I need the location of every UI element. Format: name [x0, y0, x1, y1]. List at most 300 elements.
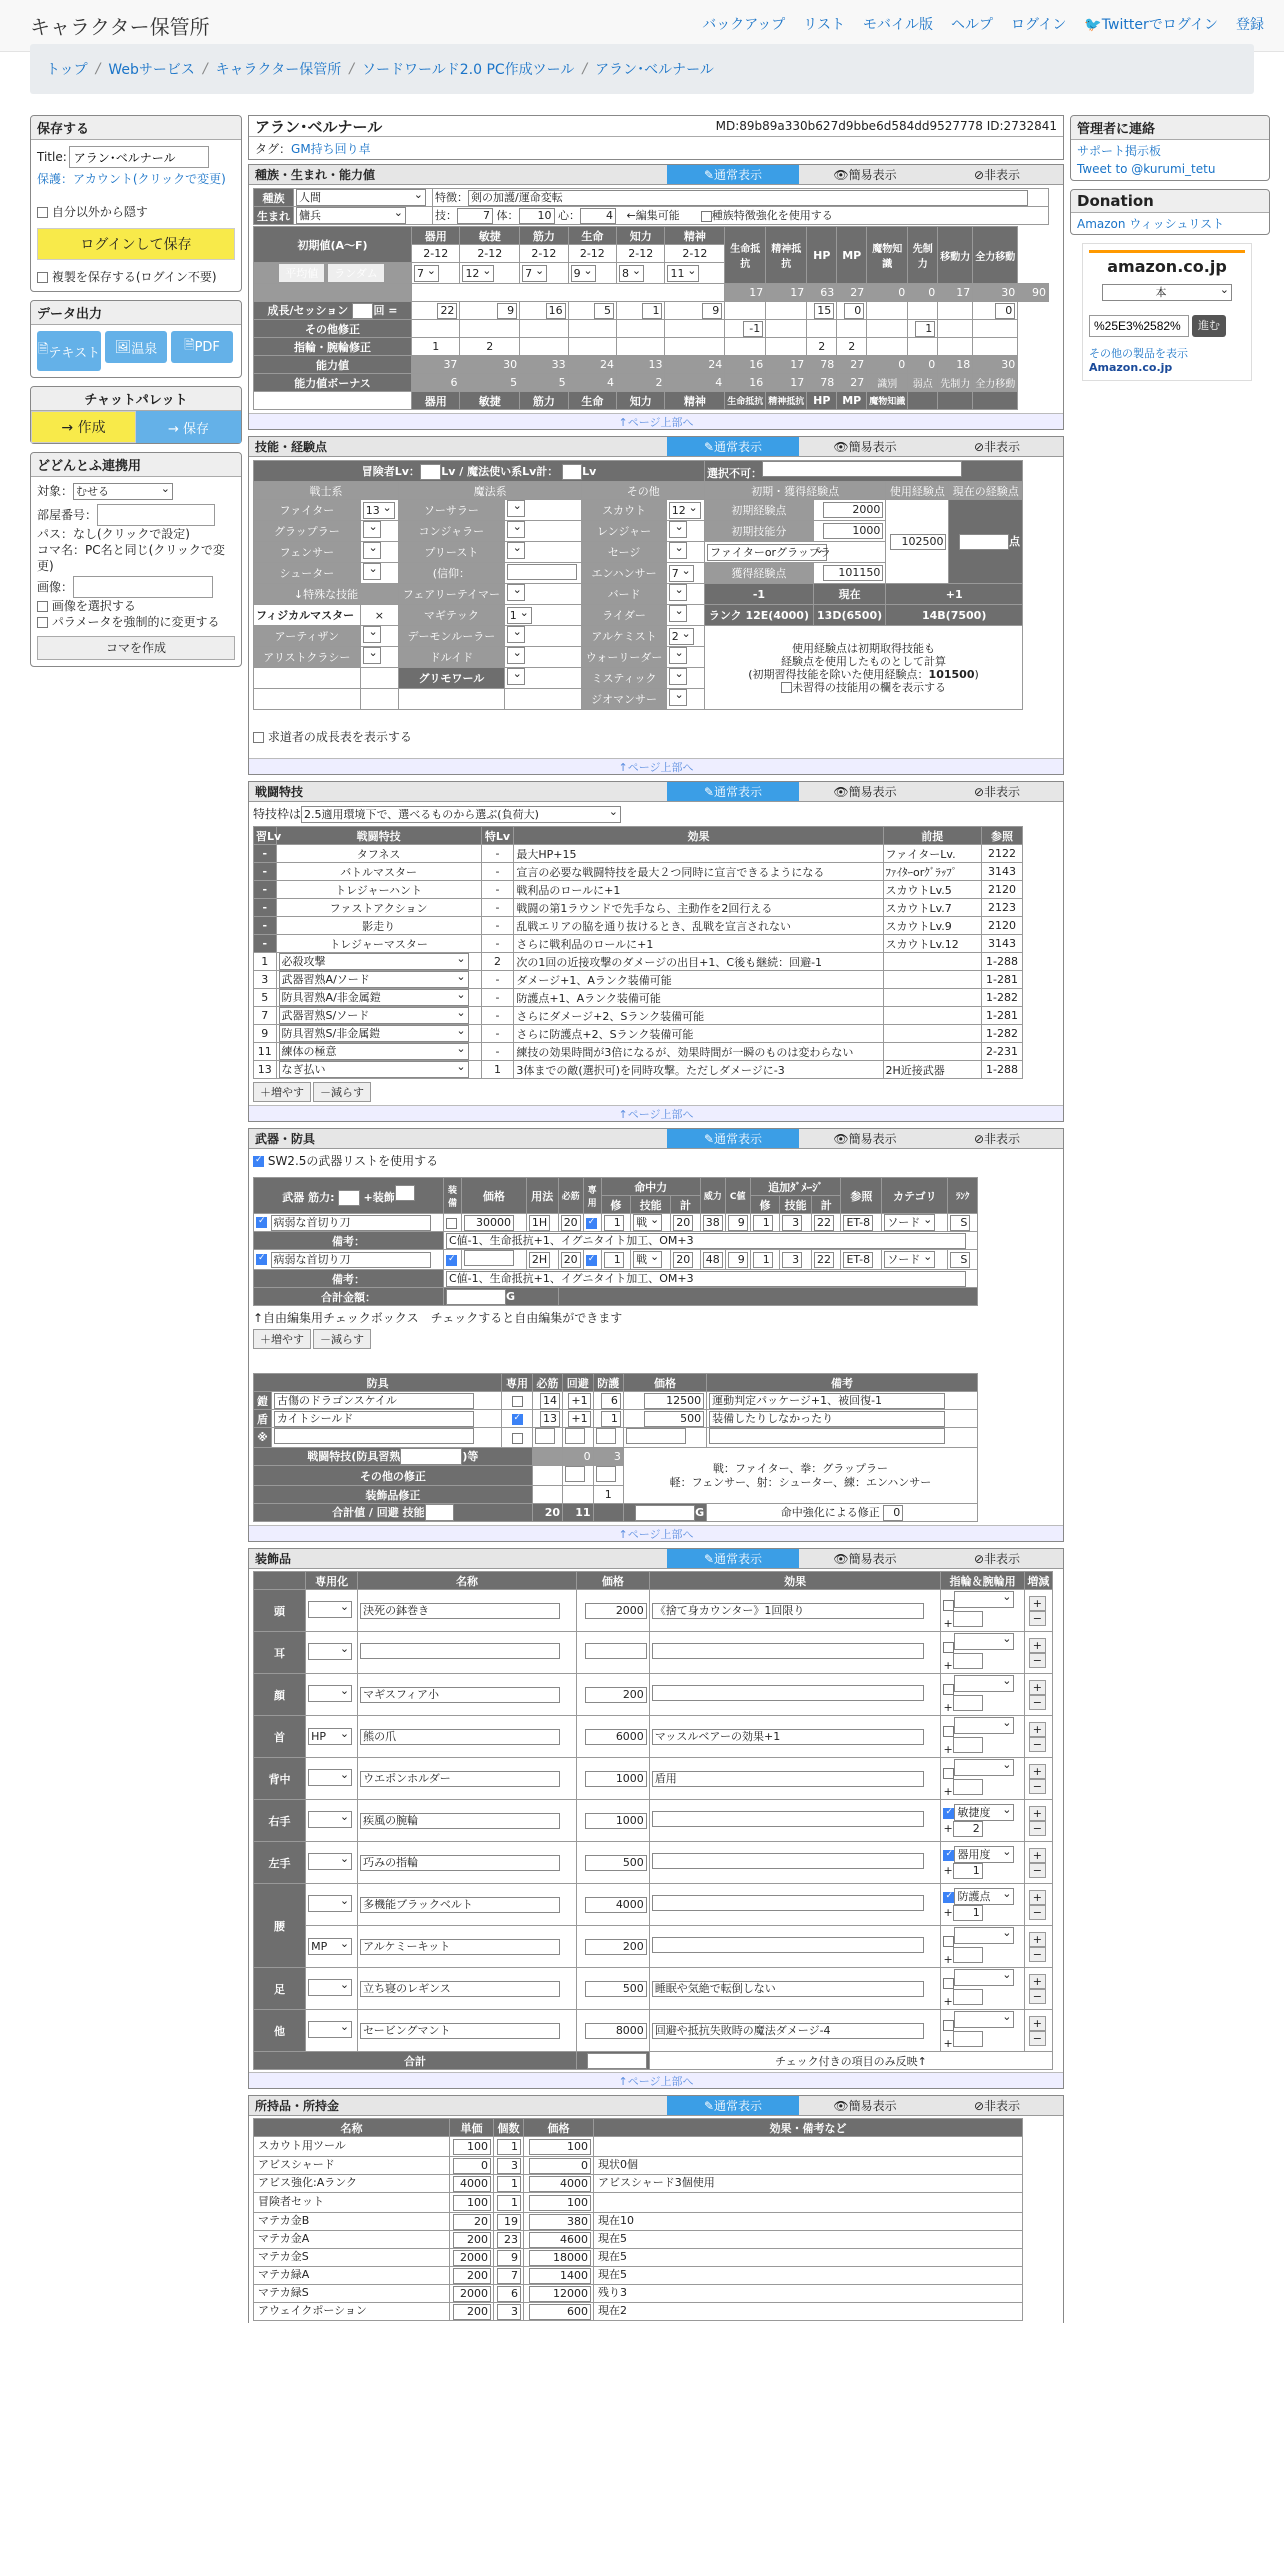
acc-minus-button[interactable]: − — [1029, 1695, 1046, 1710]
w2-use[interactable]: 2H — [529, 1252, 550, 1268]
item-name[interactable]: マテカ緑S — [256, 2286, 446, 2302]
nav-backup[interactable]: バックアップ — [702, 17, 786, 33]
item-name[interactable]: アビスシャード — [256, 2158, 446, 2174]
item-unit[interactable]: 2000 — [453, 2250, 491, 2266]
w1-hit1[interactable]: 1 — [604, 1215, 624, 1231]
arm1-note[interactable]: 装備したりしなかったり — [709, 1411, 945, 1427]
acc-plus-button[interactable]: + — [1029, 1638, 1046, 1653]
nochoice-input[interactable] — [762, 461, 962, 477]
pagetop-2[interactable]: ↑ページ上部へ — [249, 758, 1063, 774]
acc-ring-select[interactable]: 敏捷度 ⌄ — [954, 1804, 1014, 1821]
tab-normal-3[interactable]: ✎通常表示 — [667, 782, 799, 801]
acc-minus-button[interactable]: − — [1029, 1821, 1046, 1836]
pagetop-4[interactable]: ↑ページ上部へ — [249, 1525, 1063, 1541]
item-count[interactable]: 23 — [497, 2232, 521, 2248]
acc-ring-checkbox[interactable] — [943, 1936, 954, 1947]
nav-login[interactable]: ログイン — [1011, 17, 1067, 33]
acc-name[interactable]: セービングマント — [360, 2023, 560, 2039]
kokoro-input[interactable]: 4 — [580, 208, 616, 224]
arm2-eva[interactable] — [565, 1428, 585, 1444]
growth-count[interactable]: 62 — [352, 303, 373, 319]
acc-special[interactable] — [308, 1601, 352, 1618]
feat-name[interactable]: 防具習熟A/非金属鎧 ⌄ — [279, 989, 469, 1006]
acc-minus-button[interactable]: − — [1029, 1611, 1046, 1626]
acc-ring-select[interactable] — [954, 1759, 1014, 1776]
acc-ring-value[interactable] — [953, 1653, 983, 1669]
acc-ring-value[interactable]: 1 — [953, 1863, 983, 1879]
img-checkbox[interactable] — [37, 601, 48, 612]
crumb-top[interactable]: トップ — [46, 62, 88, 78]
use25-checkbox[interactable] — [253, 1156, 264, 1167]
w2-rank[interactable]: S — [950, 1252, 970, 1268]
make-koma-button[interactable]: コマを作成 — [37, 636, 235, 660]
init-int[interactable]: 8 ⌄ — [619, 265, 644, 282]
chat-make-button[interactable]: → 作成 — [31, 411, 136, 443]
item-count[interactable]: 1 — [497, 2176, 521, 2192]
acc-special[interactable] — [308, 1643, 352, 1660]
acc-price[interactable]: 500 — [585, 1981, 647, 1997]
armor-other-eva[interactable] — [565, 1466, 585, 1482]
arm2-special[interactable] — [512, 1433, 523, 1444]
wishlist-link[interactable]: Amazon ウィッシュリスト — [1077, 217, 1225, 231]
bard-lv[interactable] — [669, 584, 687, 601]
item-unit[interactable]: 200 — [453, 2232, 491, 2248]
growth-dex[interactable]: 22 — [437, 303, 457, 319]
acc-reflect[interactable]: チェック付きの項目のみ反映↑ — [649, 2052, 1052, 2070]
acc-effect[interactable]: 睡眠や気絶で転倒しない — [652, 1981, 924, 1997]
w2-c[interactable]: 9 — [728, 1252, 748, 1268]
feat-name-cell[interactable] — [276, 1061, 481, 1079]
warleader-lv[interactable] — [669, 647, 687, 664]
arm2-def[interactable] — [596, 1428, 616, 1444]
magitech-lv[interactable]: 1 ⌄ — [507, 607, 532, 624]
acc-special[interactable]: MP ⌄ — [308, 1938, 352, 1955]
crumb-web[interactable]: Webサービス — [108, 62, 195, 78]
item-unit[interactable]: 20 — [453, 2214, 491, 2230]
init-spi[interactable]: 11 ⌄ — [667, 265, 699, 282]
arm2-note[interactable] — [709, 1428, 945, 1444]
title-input[interactable] — [69, 146, 209, 168]
tab-hide[interactable]: ⊘非表示 — [973, 168, 1021, 182]
nav-list[interactable]: リスト — [803, 17, 846, 33]
w2-special[interactable] — [586, 1255, 597, 1266]
item-count[interactable]: 3 — [497, 2158, 521, 2174]
acc-name[interactable]: 熊の爪 — [360, 1729, 560, 1745]
exp1[interactable]: 2000 — [823, 502, 883, 518]
acc-effect[interactable] — [652, 1643, 924, 1659]
acc-name[interactable]: 巧みの指輪 — [360, 1855, 560, 1871]
acc-plus-button[interactable]: + — [1029, 1848, 1046, 1863]
feat-name[interactable]: 武器習熟A/ソード ⌄ — [279, 971, 469, 988]
crumb-storage[interactable]: キャラクター保管所 — [215, 62, 342, 78]
w2-ref[interactable]: ET-8 — [843, 1252, 873, 1268]
target-select[interactable]: むせる ⌄ — [73, 483, 173, 500]
acc-plus-button[interactable]: + — [1029, 1932, 1046, 1947]
w1-c[interactable]: 9 — [728, 1215, 748, 1231]
feat-name-cell[interactable] — [276, 1043, 481, 1061]
fairy-lv[interactable] — [507, 584, 525, 601]
acc-price[interactable]: 200 — [585, 1687, 647, 1703]
w2-skill[interactable]: 戦 ⌄ — [633, 1251, 662, 1268]
tab-hide-5[interactable]: ⊘非表示 — [973, 1552, 1021, 1566]
w2-price[interactable] — [464, 1250, 514, 1266]
arm1-str[interactable]: 13 — [540, 1411, 560, 1427]
w1-special[interactable] — [586, 1218, 597, 1229]
race-select[interactable]: 人間 ⌄ — [296, 189, 426, 206]
item-count[interactable]: 1 — [497, 2195, 521, 2211]
acc-ring-checkbox[interactable] — [943, 1892, 954, 1903]
tab-normal-2[interactable]: ✎通常表示 — [667, 437, 799, 456]
w2-d1[interactable]: 1 — [753, 1252, 773, 1268]
arm0-price[interactable]: 12500 — [644, 1393, 704, 1409]
acc-ring-checkbox[interactable] — [943, 2020, 954, 2031]
skill-scout-lv[interactable]: 12 ⌄ — [669, 502, 701, 519]
protect-link[interactable]: 保護：アカウント(クリックで変更) — [37, 172, 226, 186]
w-deco-input[interactable] — [395, 1185, 415, 1201]
item-name[interactable]: スカウト用ツール — [256, 2139, 446, 2155]
w1-str[interactable]: 20 — [561, 1215, 581, 1231]
acc-ring-select[interactable] — [954, 1675, 1014, 1692]
force-checkbox[interactable] — [37, 617, 48, 628]
acc-name[interactable]: 決死の鉢巻き — [360, 1603, 560, 1619]
w1-d1[interactable]: 1 — [753, 1215, 773, 1231]
w1-use[interactable]: 1H — [529, 1215, 550, 1231]
alch-lv[interactable]: 2 ⌄ — [669, 628, 694, 645]
tab-simple-4[interactable]: 👁簡易表示 — [833, 1132, 897, 1146]
acc-ring-value[interactable] — [953, 1947, 983, 1963]
feat-name-cell[interactable] — [276, 971, 481, 989]
login-save-button[interactable]: ログインして保存 — [37, 228, 235, 260]
arm0-eva[interactable]: +1 — [568, 1393, 590, 1409]
w1-cat[interactable]: ソード ⌄ — [884, 1214, 935, 1231]
item-count[interactable]: 3 — [497, 2304, 521, 2320]
tab-normal-5[interactable]: ✎通常表示 — [667, 1549, 799, 1568]
w2-power[interactable]: 48 — [703, 1252, 723, 1268]
acc-ring-select[interactable] — [954, 1927, 1014, 1944]
arm2-price[interactable] — [626, 1428, 686, 1444]
amazon-logo[interactable]: amazon.co.jp — [1089, 250, 1245, 280]
w1-equip[interactable] — [446, 1218, 457, 1229]
text-output-button[interactable] — [37, 331, 101, 371]
acc-minus-button[interactable]: − — [1029, 1863, 1046, 1878]
faith-input[interactable] — [507, 564, 577, 580]
acc-name[interactable]: 立ち寝のレギンス — [360, 1981, 560, 1997]
rand-button[interactable]: ランダム — [327, 263, 385, 283]
item-note[interactable]: 現状0個 — [596, 2158, 996, 2174]
item-unit[interactable]: 200 — [453, 2268, 491, 2284]
tab-simple-6[interactable]: 👁簡易表示 — [833, 2099, 897, 2113]
acc-price[interactable]: 500 — [585, 1855, 647, 1871]
w1-skill[interactable]: 戦 ⌄ — [633, 1214, 662, 1231]
item-note[interactable]: 現在5 — [596, 2250, 996, 2266]
item-name[interactable]: マテカ緑A — [256, 2268, 446, 2284]
arm1-special[interactable] — [512, 1414, 523, 1425]
nav-register[interactable]: 登録 — [1236, 17, 1264, 33]
tab-simple-2[interactable]: 👁簡易表示 — [833, 440, 897, 454]
growth-mp[interactable]: 0 — [844, 303, 864, 319]
tab-normal-6[interactable]: ✎通常表示 — [667, 2096, 799, 2115]
tab-normal[interactable]: ✎通常表示 — [667, 165, 799, 184]
acc-special[interactable] — [308, 1853, 352, 1870]
dup-checkbox[interactable] — [37, 272, 48, 283]
pagetop-3[interactable]: ↑ページ上部へ — [249, 1105, 1063, 1121]
tab-simple[interactable]: 👁簡易表示 — [833, 168, 897, 182]
w1-note[interactable]: C値-1、生命抵抗+1、イグニタイト加工、OM+3 — [446, 1233, 966, 1249]
w1-power[interactable]: 38 — [703, 1215, 723, 1231]
growth-spi[interactable]: 9 — [702, 303, 722, 319]
feat-sub-button[interactable]: －減らす — [313, 1082, 371, 1102]
item-name[interactable]: アウェイクポーション — [256, 2304, 446, 2320]
item-note[interactable]: 現在2 — [596, 2304, 996, 2320]
item-unit[interactable]: 200 — [453, 2304, 491, 2320]
unlearn-checkbox[interactable] — [781, 682, 792, 693]
skill-sorcerer-lv[interactable] — [507, 500, 525, 517]
skill-enhancer-lv[interactable]: 7 ⌄ — [669, 565, 694, 582]
tab-normal-4[interactable]: ✎通常表示 — [667, 1129, 799, 1148]
koma-link[interactable]: コマ名：PC名と同じ(クリックで変更) — [37, 543, 225, 573]
acc-ring-select[interactable]: 防護点 ⌄ — [954, 1888, 1014, 1905]
init-vit[interactable]: 9 ⌄ — [571, 265, 596, 282]
tab-simple-5[interactable]: 👁簡易表示 — [833, 1552, 897, 1566]
other-init[interactable]: 1 — [915, 321, 935, 337]
acc-special[interactable] — [308, 1811, 352, 1828]
growth-vit[interactable]: 5 — [594, 303, 614, 319]
item-name[interactable]: マテカ金S — [256, 2250, 446, 2266]
hide-checkbox[interactable] — [37, 207, 48, 218]
other-vres[interactable]: -1 — [743, 321, 763, 337]
skill-conjurer-lv[interactable] — [507, 521, 525, 538]
nav-help[interactable]: ヘルプ — [951, 17, 994, 33]
acc-ring-select[interactable] — [954, 1591, 1014, 1608]
acc-ring-checkbox[interactable] — [943, 1850, 954, 1861]
acc-ring-value[interactable] — [953, 1611, 983, 1627]
item-name[interactable]: 冒険者セット — [256, 2195, 446, 2211]
acc-ring-select[interactable] — [954, 1969, 1014, 1986]
seeker-checkbox[interactable] — [253, 732, 264, 743]
nav-mobile[interactable]: モバイル版 — [863, 17, 934, 33]
pagetop-1[interactable]: ↑ページ上部へ — [249, 413, 1063, 429]
acc-effect[interactable]: マッスルベアーの効果+1 — [652, 1729, 924, 1745]
geo-lv[interactable] — [669, 689, 687, 706]
item-note[interactable]: 現在10 — [596, 2214, 996, 2230]
brand-logo[interactable]: キャラクター保管所 — [30, 15, 210, 39]
acc-effect[interactable]: 回避や抵抗失敗時の魔法ダメージ-4 — [652, 2023, 924, 2039]
w1-price[interactable]: 30000 — [464, 1215, 514, 1231]
acc-name[interactable]: アルケミーキット — [360, 1939, 560, 1955]
other-products[interactable]: その他の製品を表示 — [1089, 347, 1188, 360]
acc-price[interactable]: 4000 — [585, 1897, 647, 1913]
acc-price[interactable]: 1000 — [585, 1813, 647, 1829]
acc-effect[interactable]: 《捨て身カウンター》1回限り — [652, 1603, 924, 1619]
item-count[interactable]: 7 — [497, 2268, 521, 2284]
acc-name[interactable]: 多機能ブラックベルト — [360, 1897, 560, 1913]
exp3[interactable]: 101150 — [823, 565, 883, 581]
phys-x[interactable]: × — [360, 605, 398, 626]
acc-ring-checkbox[interactable] — [943, 1642, 954, 1653]
item-count[interactable]: 1 — [497, 2139, 521, 2155]
skill-grappler-lv[interactable] — [363, 521, 381, 538]
acc-plus-button[interactable]: + — [1029, 1722, 1046, 1737]
skill-sage-lv[interactable] — [669, 542, 687, 559]
acc-price[interactable] — [585, 1643, 647, 1659]
feat-name[interactable]: なぎ払い ⌄ — [279, 1061, 469, 1078]
fo-select[interactable]: ファイターorグラップラ ⌄ — [707, 544, 827, 561]
w1-rank[interactable]: S — [950, 1215, 970, 1231]
skill-priest-lv[interactable] — [507, 542, 525, 559]
item-count[interactable]: 9 — [497, 2250, 521, 2266]
tag-link[interactable]: GM持ち回り卓 — [291, 141, 371, 156]
crumb-tool[interactable]: ソードワールド2.0 PC作成ツール — [362, 62, 575, 78]
acc-plus-button[interactable]: + — [1029, 1680, 1046, 1695]
feat-add-button[interactable]: ＋増やす — [253, 1082, 311, 1102]
item-unit[interactable]: 2000 — [453, 2286, 491, 2302]
growth-hp[interactable]: 15 — [814, 303, 834, 319]
exp2[interactable]: 1000 — [823, 523, 883, 539]
acc-minus-button[interactable]: − — [1029, 1653, 1046, 1668]
gi-input[interactable]: 7 — [457, 208, 493, 224]
acc-minus-button[interactable]: − — [1029, 2031, 1046, 2046]
acc-effect[interactable] — [652, 1895, 924, 1911]
acc-plus-button[interactable]: + — [1029, 2016, 1046, 2031]
acc-minus-button[interactable]: − — [1029, 1737, 1046, 1752]
rider-lv[interactable] — [669, 605, 687, 622]
tai-input[interactable]: 10 — [519, 208, 555, 224]
artisan-lv[interactable] — [363, 626, 381, 643]
tab-simple-3[interactable]: 👁簡易表示 — [833, 785, 897, 799]
skill-fighter-lv[interactable]: 13 ⌄ — [363, 502, 395, 519]
item-count[interactable]: 6 — [497, 2286, 521, 2302]
demon-lv[interactable] — [507, 626, 525, 643]
acc-name[interactable]: ウエポンホルダー — [360, 1771, 560, 1787]
acc-minus-button[interactable]: − — [1029, 1779, 1046, 1794]
growth-int[interactable]: 1 — [642, 303, 662, 319]
acc-plus-button[interactable]: + — [1029, 1596, 1046, 1611]
item-note[interactable] — [596, 2137, 996, 2153]
pdf-button[interactable] — [171, 331, 233, 363]
acc-effect[interactable] — [652, 1937, 924, 1953]
img-input[interactable] — [73, 576, 213, 598]
armor-other-def[interactable] — [596, 1466, 616, 1482]
growth-full[interactable]: 0 — [995, 303, 1015, 319]
acc-price[interactable]: 8000 — [585, 2023, 647, 2039]
arm1-def[interactable]: 1 — [601, 1411, 621, 1427]
acc-effect[interactable]: 盾用 — [652, 1771, 924, 1787]
pass-link[interactable]: パス：なし(クリックで設定) — [37, 527, 190, 541]
arm1-price[interactable]: 500 — [644, 1411, 704, 1427]
acc-effect[interactable] — [652, 1811, 924, 1827]
item-note[interactable]: 現在5 — [596, 2232, 996, 2248]
nav-twitter-login[interactable]: 🐦Twitterでログイン — [1084, 17, 1218, 33]
acc-ring-checkbox[interactable] — [943, 1600, 954, 1611]
weapon-sub-button[interactable]: －減らす — [313, 1329, 371, 1349]
acc-special[interactable]: HP ⌄ — [308, 1728, 352, 1745]
item-note[interactable]: アビスシャード3個使用 — [596, 2176, 996, 2192]
acc-special[interactable] — [308, 1685, 352, 1702]
acc-ring-checkbox[interactable] — [943, 1978, 954, 1989]
skill-fencer-lv[interactable] — [363, 542, 381, 559]
item-name[interactable]: マテカ金A — [256, 2232, 446, 2248]
item-note[interactable] — [596, 2193, 996, 2209]
onsen-button[interactable] — [105, 331, 167, 363]
acc-price[interactable]: 6000 — [585, 1729, 647, 1745]
item-unit[interactable]: 0 — [453, 2158, 491, 2174]
acc-ring-checkbox[interactable] — [943, 1768, 954, 1779]
acc-ring-checkbox[interactable] — [943, 1726, 954, 1737]
feat-armor-select[interactable]: 非金属鎧 ⌄ — [400, 1448, 462, 1465]
feat-name[interactable]: 練体の極意 ⌄ — [279, 1043, 469, 1060]
acc-effect[interactable] — [652, 1685, 924, 1701]
acc-ring-value[interactable]: 2 — [953, 1821, 983, 1837]
chat-save-button[interactable]: → 保存 — [136, 411, 241, 443]
acc-ring-checkbox[interactable] — [943, 1684, 954, 1695]
amazon-go-button[interactable]: 進む — [1192, 315, 1226, 337]
acc-special[interactable] — [308, 1979, 352, 1996]
feat-name-cell[interactable] — [276, 989, 481, 1007]
init-dex[interactable]: 7 ⌄ — [414, 265, 439, 282]
arm2-str[interactable] — [535, 1428, 555, 1444]
w1-checkbox[interactable] — [256, 1217, 267, 1228]
acc-ring-select[interactable] — [954, 1633, 1014, 1650]
acc-ring-value[interactable] — [953, 1737, 983, 1753]
feat-name-cell[interactable] — [276, 953, 481, 971]
acc-effect[interactable] — [652, 1853, 924, 1869]
board-link[interactable]: サポート掲示板 — [1077, 144, 1162, 158]
acc-minus-button[interactable]: − — [1029, 1947, 1046, 1962]
skill-ranger-lv[interactable] — [669, 521, 687, 538]
acc-price[interactable]: 2000 — [585, 1603, 647, 1619]
feat-name-cell[interactable] — [276, 1007, 481, 1025]
item-unit[interactable]: 4000 — [453, 2176, 491, 2192]
aris-lv[interactable] — [363, 647, 381, 664]
feat-name[interactable]: 必殺攻撃 ⌄ — [279, 953, 469, 970]
weapon-add-button[interactable]: ＋増やす — [253, 1329, 311, 1349]
tweet-link[interactable]: Tweet to @kurumi_tetu — [1077, 162, 1216, 176]
acc-name[interactable]: 疾風の腕輪 — [360, 1813, 560, 1829]
acc-price[interactable]: 1000 — [585, 1771, 647, 1787]
skill-shooter-lv[interactable] — [363, 563, 381, 580]
acc-ring-value[interactable] — [953, 1989, 983, 2005]
feat-cond-select[interactable]: 2.5適用環境下で、選べるものから選ぶ(負荷大) ⌄ — [301, 806, 621, 823]
item-count[interactable]: 19 — [497, 2214, 521, 2230]
arm0-special[interactable] — [512, 1396, 523, 1407]
acc-ring-value[interactable] — [953, 2031, 983, 2047]
mystic-lv[interactable] — [669, 668, 687, 685]
w2-cat[interactable]: ソード ⌄ — [884, 1251, 935, 1268]
arm0-def[interactable]: 6 — [601, 1393, 621, 1409]
item-note[interactable]: 現在5 — [596, 2268, 996, 2284]
feat-name[interactable]: 武器習熟S/ソード ⌄ — [279, 1007, 469, 1024]
item-name[interactable]: アビス強化:Aランク — [256, 2176, 446, 2192]
init-agi[interactable]: 12 ⌄ — [462, 265, 494, 282]
acc-special[interactable] — [308, 1895, 352, 1912]
acc-name[interactable]: マギスフィア小 — [360, 1687, 560, 1703]
acc-price[interactable]: 200 — [585, 1939, 647, 1955]
arm1-name[interactable]: カイトシールド — [274, 1411, 474, 1427]
pagetop-5[interactable]: ↑ページ上部へ — [249, 2072, 1063, 2088]
w2-checkbox[interactable] — [256, 1254, 267, 1265]
acc-ring-value[interactable] — [953, 1779, 983, 1795]
item-name[interactable]: マテカ金B — [256, 2214, 446, 2230]
item-unit[interactable]: 100 — [453, 2139, 491, 2155]
racetrait-checkbox[interactable] — [701, 211, 712, 222]
w2-equip[interactable] — [446, 1255, 457, 1266]
tab-hide-6[interactable]: ⊘非表示 — [973, 2099, 1021, 2113]
born-select[interactable]: 傭兵 ⌄ — [296, 207, 406, 224]
acc-special[interactable] — [308, 2021, 352, 2038]
tab-hide-2[interactable]: ⊘非表示 — [973, 440, 1021, 454]
acc-special[interactable] — [308, 1769, 352, 1786]
item-unit[interactable]: 100 — [453, 2195, 491, 2211]
